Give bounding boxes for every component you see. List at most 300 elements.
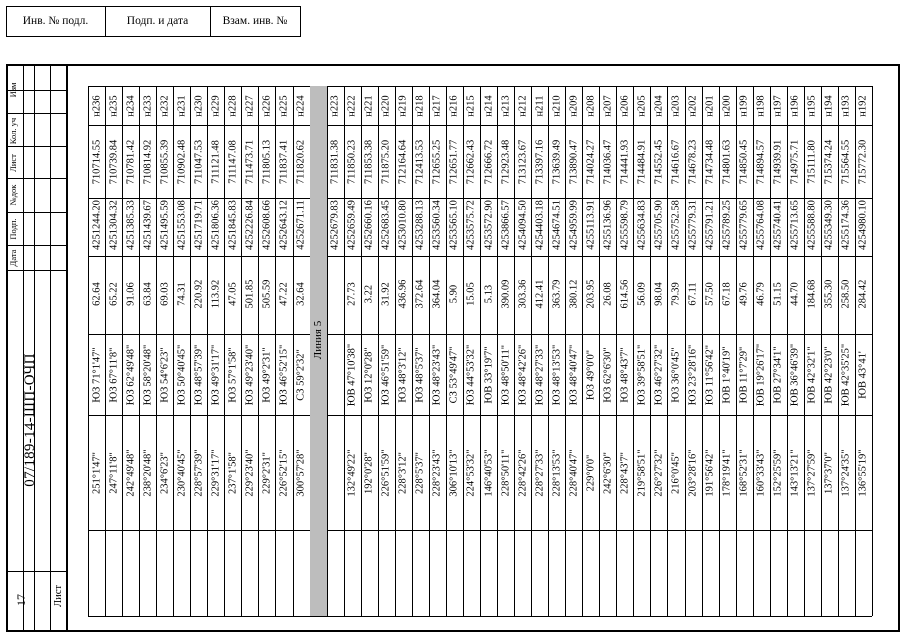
- table-row: [702, 86, 719, 616]
- cell-angle: 226°27'32": [653, 449, 665, 497]
- cell-point: н219: [397, 95, 409, 117]
- cell-point: н206: [619, 95, 631, 117]
- cell-angle: 237°1'58": [227, 452, 239, 494]
- table-row: [446, 86, 463, 616]
- cell-point: н209: [568, 95, 580, 117]
- cell-y: 4255764.08: [755, 200, 767, 250]
- cell-point: н230: [193, 95, 205, 117]
- cell-angle: 160°33'43": [755, 449, 767, 497]
- cell-x: 714801.63: [721, 139, 733, 185]
- cell-rumb: ЮЗ 12°0'28": [363, 347, 375, 403]
- cell-rumb: ЮЗ 48°23'43": [431, 344, 443, 406]
- cell-x: 710739.84: [108, 139, 120, 185]
- cell-y: 4253572.90: [483, 200, 495, 250]
- cell-point: н200: [721, 95, 733, 117]
- cell-angle: 229°23'40": [244, 449, 256, 497]
- cell-rumb: ЮЗ 48°13'53": [551, 344, 563, 406]
- cell-point: н216: [448, 95, 460, 117]
- cell-y: 4255349.30: [823, 200, 835, 250]
- sheet-number-box: [12, 571, 30, 628]
- cell-x: 714616.67: [670, 139, 682, 185]
- cell-angle: 228°40'47": [568, 449, 580, 497]
- table-row: [770, 86, 787, 616]
- table-row: [736, 86, 753, 616]
- cell-length: 284.42: [857, 279, 869, 309]
- cell-length: 47.22: [278, 282, 290, 306]
- cell-point: н207: [602, 95, 614, 117]
- cell-point: н204: [653, 95, 665, 117]
- cell-angle: 132°49'22": [346, 449, 358, 497]
- cell-y: 4252226.84: [244, 200, 256, 250]
- cell-angle: 228°27'33": [534, 449, 546, 497]
- cell-x: 711473.71: [244, 139, 256, 185]
- cell-rumb: ЮЗ 48°57'39": [193, 344, 205, 406]
- table-row: [344, 86, 361, 616]
- cell-rumb: ЮЗ 39°58'51": [636, 344, 648, 406]
- cell-point: н224: [295, 95, 307, 117]
- cell-x: 714441.93: [619, 139, 631, 185]
- cell-y: 4254959.99: [568, 200, 580, 250]
- cell-y: 4251304.32: [108, 200, 120, 250]
- cell-angle: 228°13'53": [551, 449, 563, 497]
- cell-length: 74.31: [176, 282, 188, 306]
- table-row: [599, 86, 616, 616]
- cell-length: 3.22: [363, 284, 375, 304]
- cell-y: 4255598.79: [619, 200, 631, 250]
- title-col-doc-number: №док: [8, 184, 18, 206]
- cell-x: 714552.45: [653, 139, 665, 185]
- cell-x: 714024.27: [585, 139, 597, 185]
- cell-point: н231: [176, 95, 188, 117]
- cell-rumb: ЮЗ 62°6'30": [602, 347, 614, 403]
- cell-point: н232: [159, 95, 171, 117]
- cell-length: 47.05: [227, 282, 239, 306]
- cell-point: н236: [91, 95, 103, 117]
- cell-length: 63.84: [142, 282, 154, 306]
- cell-y: 4251495.59: [159, 200, 171, 250]
- replacement-inventory-label: Взам. инв. №: [222, 15, 288, 27]
- table-row: [855, 86, 872, 616]
- cell-length: 390.09: [500, 279, 512, 309]
- table-row: [463, 86, 480, 616]
- cell-angle: 234°6'23": [159, 452, 171, 494]
- cell-point: н222: [346, 95, 358, 117]
- cell-rumb: ЮВ 36°46'39": [789, 343, 801, 407]
- cell-y: 4253010.80: [397, 200, 409, 250]
- table-row: [105, 86, 122, 616]
- cell-x: 714734.48: [704, 139, 716, 185]
- cell-x: 711853.38: [363, 139, 375, 185]
- cell-angle: 242°49'48": [125, 449, 137, 497]
- table-row: [139, 86, 156, 616]
- cell-point: н199: [738, 95, 750, 117]
- cell-y: 4253560.34: [431, 200, 443, 250]
- cell-rumb: ЮЗ 46°51'59": [380, 344, 392, 406]
- table-row: [667, 86, 684, 616]
- cell-point: н194: [823, 95, 835, 117]
- table-row: [156, 86, 173, 616]
- cell-point: н229: [210, 95, 222, 117]
- cell-point: н223: [329, 95, 341, 117]
- sheet-number: 17: [14, 594, 28, 606]
- sheet-label: Лист: [53, 585, 64, 607]
- cell-point: н235: [108, 95, 120, 117]
- cell-point: н226: [261, 95, 273, 117]
- cell-length: 67.18: [721, 282, 733, 306]
- cell-x: 715374.24: [823, 139, 835, 185]
- cell-length: 5.90: [448, 284, 460, 304]
- table-row: [565, 86, 582, 616]
- cell-y: 4252671.11: [295, 200, 307, 250]
- cell-angle: 216°0'45": [670, 452, 682, 494]
- cell-y: 4252660.16: [363, 200, 375, 250]
- cell-point: н225: [278, 95, 290, 117]
- cell-point: н197: [772, 95, 784, 117]
- cell-point: н220: [380, 95, 392, 117]
- cell-rumb: ЮЗ 36°0'45": [670, 347, 682, 403]
- cell-rumb: ЮЗ 58°20'48": [142, 344, 154, 406]
- cell-y: 4251719.71: [193, 200, 205, 250]
- cell-rumb: ЮЗ 50°40'45": [176, 344, 188, 406]
- cell-angle: 168°52'31": [738, 449, 750, 497]
- document-code: 07/189-14-ШП-ОЧП: [22, 353, 38, 487]
- title-col-change: Изм: [8, 82, 18, 98]
- cell-angle: 230°40'45": [176, 449, 188, 497]
- cell-length: 79.39: [670, 282, 682, 306]
- cell-y: 4251244.20: [91, 200, 103, 250]
- table-row: [514, 86, 531, 616]
- cell-x: 711837.41: [278, 139, 290, 185]
- cell-angle: 137°24'35": [840, 449, 852, 497]
- cell-angle: 137°27'59": [806, 449, 818, 497]
- cell-angle: 136°55'19": [857, 449, 869, 497]
- cell-x: 714850.45: [738, 139, 750, 185]
- table-row: [480, 86, 497, 616]
- cell-point: н193: [840, 95, 852, 117]
- table-row: [821, 86, 838, 616]
- cell-y: 4255174.36: [840, 200, 852, 250]
- cell-y: 4252683.45: [380, 200, 392, 250]
- cell-angle: 251°1'47": [91, 452, 103, 494]
- cell-length: 380.12: [568, 279, 580, 309]
- title-col-count: Кол. уч: [8, 117, 18, 145]
- cell-rumb: ЮЗ 49°0'0": [585, 349, 597, 401]
- cell-length: 31.92: [380, 282, 392, 306]
- cell-angle: 228°50'11": [500, 449, 512, 497]
- table-row: [753, 86, 770, 616]
- cell-angle: 229°0'0": [585, 454, 597, 492]
- cell-rumb: ЮЗ 71°1'47": [91, 347, 103, 403]
- cell-y: 4255791.21: [704, 200, 716, 250]
- cell-x: 714894.57: [755, 139, 767, 185]
- cell-y: 4251439.67: [142, 200, 154, 250]
- cell-x: 715772.30: [857, 139, 869, 185]
- cell-point: н195: [806, 95, 818, 117]
- cell-rumb: ЮВ 42°23'0": [823, 346, 835, 404]
- cell-point: н228: [227, 95, 239, 117]
- cell-y: 4252659.49: [346, 200, 358, 250]
- cell-y: 4251845.83: [227, 200, 239, 250]
- cell-length: 62.64: [91, 282, 103, 306]
- cell-length: 49.76: [738, 282, 750, 306]
- cell-length: 91.06: [125, 282, 137, 306]
- cell-angle: 229°2'31": [261, 452, 273, 494]
- cell-point: н218: [414, 95, 426, 117]
- cell-length: 5.13: [483, 284, 495, 304]
- cell-rumb: ЮВ 19°26'17": [755, 343, 767, 407]
- cell-rumb: ЮЗ 44°53'32": [465, 344, 477, 406]
- cell-point: н201: [704, 95, 716, 117]
- cell-length: 501.85: [244, 279, 256, 309]
- table-row: [838, 86, 855, 616]
- cell-point: н192: [857, 95, 869, 117]
- cell-x: 713639.49: [551, 139, 563, 185]
- cell-length: 436.96: [397, 279, 409, 309]
- cell-x: 712662.43: [465, 139, 477, 185]
- cell-point: н221: [363, 95, 375, 117]
- cell-rumb: ЮЗ 54°6'23": [159, 347, 171, 403]
- table-row: [633, 86, 650, 616]
- cell-point: н233: [142, 95, 154, 117]
- cell-angle: 226°51'59": [380, 449, 392, 497]
- table-row: [412, 86, 429, 616]
- cell-length: 32.64: [295, 282, 307, 306]
- table-row: [207, 86, 224, 616]
- table-row: [804, 86, 821, 616]
- cell-x: 711820.62: [295, 139, 307, 185]
- cell-length: 15.05: [465, 282, 477, 306]
- cell-y: 4255752.58: [670, 200, 682, 250]
- cell-rumb: ЮЗ 48°40'47": [568, 344, 580, 406]
- table-row: [241, 86, 258, 616]
- cell-x: 710855.39: [159, 139, 171, 185]
- cell-x: 711121.48: [210, 140, 222, 184]
- cell-x: 713123.67: [517, 139, 529, 185]
- cell-x: 710781.42: [125, 139, 137, 185]
- table-row: [531, 86, 548, 616]
- cell-angle: 306°10'13": [448, 449, 460, 497]
- cell-x: 715564.55: [840, 139, 852, 185]
- cell-rumb: ЮВ 33°19'7": [483, 346, 495, 404]
- cell-point: н198: [755, 95, 767, 117]
- cell-y: 4255713.65: [789, 200, 801, 250]
- cell-length: 46.79: [755, 282, 767, 306]
- cell-point: н208: [585, 95, 597, 117]
- cell-length: 363.79: [551, 279, 563, 309]
- cell-length: 364.04: [431, 279, 443, 309]
- cell-x: 714484.91: [636, 139, 648, 185]
- cell-y: 4253565.10: [448, 200, 460, 250]
- cell-point: н211: [534, 95, 546, 117]
- table-column-border: [88, 616, 872, 617]
- cell-angle: 228°57'39": [193, 449, 205, 497]
- cell-length: 51.15: [772, 282, 784, 306]
- cell-rumb: ЮЗ 48°3'12": [397, 347, 409, 403]
- cell-y: 4255740.41: [772, 200, 784, 250]
- cell-x: 710714.55: [91, 139, 103, 185]
- cell-y: 4254094.50: [517, 200, 529, 250]
- cell-length: 113.92: [210, 279, 222, 309]
- cell-rumb: ЮЗ 49°23'40": [244, 344, 256, 406]
- cell-y: 4254674.51: [551, 200, 563, 250]
- table-edge: [872, 86, 873, 616]
- cell-x: 711850.23: [346, 139, 358, 185]
- table-row: [719, 86, 736, 616]
- cell-length: 26.08: [602, 282, 614, 306]
- cell-x: 714036.47: [602, 139, 614, 185]
- cell-angle: 192°0'28": [363, 452, 375, 494]
- cell-length: 65.22: [108, 282, 120, 306]
- cell-rumb: ЮЗ 62°49'48": [125, 344, 137, 406]
- table-row: [224, 86, 241, 616]
- table-row: [122, 86, 139, 616]
- cell-rumb: ЮЗ 48°42'26": [517, 344, 529, 406]
- cell-rumb: ЮЗ 48°27'33": [534, 344, 546, 406]
- cell-point: н212: [517, 95, 529, 117]
- title-col-sheet: Лист: [8, 154, 18, 172]
- cell-angle: 228°23'43": [431, 449, 443, 497]
- cell-y: 4252608.66: [261, 200, 273, 250]
- cell-rumb: ЮВ 43°41': [857, 351, 869, 399]
- cell-angle: 203°28'16": [687, 449, 699, 497]
- title-col-signature: Подп.: [8, 218, 18, 240]
- table-row: [429, 86, 446, 616]
- cell-angle: 226°52'15": [278, 449, 290, 497]
- cell-angle: 229°31'17": [210, 449, 222, 497]
- table-row: [650, 86, 667, 616]
- cell-length: 69.03: [159, 282, 171, 306]
- cell-y: 4255789.25: [721, 200, 733, 250]
- cell-rumb: ЮЗ 48°43'7": [619, 347, 631, 403]
- cell-x: 711147.08: [227, 140, 239, 184]
- inventory-number-label: Инв. № подл.: [22, 15, 89, 27]
- cell-x: 711875.20: [380, 139, 392, 185]
- cell-rumb: ЮЗ 11°56'42": [704, 344, 716, 406]
- table-row: [497, 86, 514, 616]
- cell-rumb: ЮЗ 48°5'37": [414, 347, 426, 403]
- cell-angle: 300°57'28": [295, 449, 307, 497]
- table-row: [173, 86, 190, 616]
- cell-angle: 228°43'7": [619, 452, 631, 494]
- cell-x: 712666.72: [483, 139, 495, 185]
- cell-length: 57.50: [704, 282, 716, 306]
- cell-x: 711047.53: [193, 139, 205, 185]
- cell-length: 184.68: [806, 279, 818, 309]
- cell-y: 4252679.83: [329, 200, 341, 250]
- cell-rumb: ЮЗ 49°31'17": [210, 344, 222, 406]
- table-row: [293, 86, 310, 616]
- cell-length: 258.50: [840, 279, 852, 309]
- signature-date-label: Подп. и дата: [126, 15, 189, 27]
- cell-rumb: ЮВ 1°40'19": [721, 346, 733, 404]
- cell-rumb: ЮВ 42°32'1": [806, 346, 818, 404]
- cell-y: 4255634.83: [636, 200, 648, 250]
- table-row: [361, 86, 378, 616]
- cell-angle: 228°3'12": [397, 452, 409, 494]
- cell-point: н205: [636, 95, 648, 117]
- cell-length: 372.64: [414, 279, 426, 309]
- cell-x: 710814.92: [142, 139, 154, 185]
- cell-x: 710902.48: [176, 139, 188, 185]
- cell-angle: 191°56'42": [704, 449, 716, 497]
- cell-y: 4255779.65: [738, 200, 750, 250]
- cell-length: 614.56: [619, 279, 631, 309]
- section-title: Линия 5: [312, 320, 325, 360]
- cell-x: 712413.53: [414, 139, 426, 185]
- cell-point: н214: [483, 95, 495, 117]
- cell-point: н227: [244, 95, 256, 117]
- cell-length: 220.92: [193, 279, 205, 309]
- cell-y: 4251553.08: [176, 200, 188, 250]
- cell-x: 714975.71: [789, 139, 801, 185]
- cell-length: 27.73: [346, 282, 358, 306]
- cell-angle: 143°13'21": [789, 449, 801, 497]
- cell-rumb: ЮЗ 49°2'31": [261, 347, 273, 403]
- cell-rumb: ЮЗ 67°11'8": [108, 347, 120, 403]
- table-row: [685, 86, 702, 616]
- cell-angle: 238°20'48": [142, 449, 154, 497]
- cell-angle: 228°5'37": [414, 452, 426, 494]
- cell-x: 713890.47: [568, 139, 580, 185]
- cell-x: 711805.13: [261, 139, 273, 185]
- cell-x: 711831.38: [329, 139, 341, 185]
- cell-y: 4251385.33: [125, 200, 137, 250]
- cell-x: 712655.25: [431, 139, 443, 185]
- table-row: [582, 86, 599, 616]
- cell-length: 44.70: [789, 282, 801, 306]
- cell-length: 56.09: [636, 282, 648, 306]
- cell-angle: 152°25'59": [772, 449, 784, 497]
- table-row: [616, 86, 633, 616]
- cell-point: н217: [431, 95, 443, 117]
- cell-y: 4255588.80: [806, 200, 818, 250]
- table-section-separator: [310, 86, 327, 616]
- cell-y: 4253575.72: [465, 200, 477, 250]
- cell-rumb: СЗ 59°2'32": [295, 349, 307, 401]
- cell-rumb: ЮЗ 46°52'15": [278, 344, 290, 406]
- table-row: [378, 86, 395, 616]
- cell-length: 355.30: [823, 279, 835, 309]
- cell-angle: 178°19'41": [721, 449, 733, 497]
- cell-x: 712164.64: [397, 139, 409, 185]
- cell-length: 203.95: [585, 279, 597, 309]
- cell-x: 712923.48: [500, 139, 512, 185]
- cell-rumb: ЮЗ 23°28'16": [687, 344, 699, 406]
- cell-point: н234: [125, 95, 137, 117]
- cell-point: н210: [551, 95, 563, 117]
- table-row: [395, 86, 412, 616]
- cell-length: 505.59: [261, 279, 273, 309]
- cell-y: 4255113.91: [585, 200, 597, 250]
- cell-angle: 137°37'0": [823, 452, 835, 494]
- cell-y: 4255705.90: [653, 200, 665, 250]
- cell-length: 67.11: [687, 282, 699, 306]
- cell-angle: 228°42'26": [517, 449, 529, 497]
- cell-angle: 247°11'8": [108, 452, 120, 494]
- cell-angle: 242°6'30": [602, 452, 614, 494]
- cell-point: н213: [500, 95, 512, 117]
- cell-x: 714939.91: [772, 139, 784, 185]
- cell-x: 714678.23: [687, 139, 699, 185]
- cell-length: 98.04: [653, 282, 665, 306]
- cell-rumb: СЗ 53°49'47": [448, 346, 460, 404]
- cell-y: 4255136.96: [602, 200, 614, 250]
- cell-x: 715111.80: [806, 140, 818, 184]
- cell-x: 713397.16: [534, 139, 546, 185]
- cell-y: 4254403.18: [534, 200, 546, 250]
- cell-y: 4251806.36: [210, 200, 222, 250]
- cell-rumb: ЮВ 27°34'1": [772, 346, 784, 404]
